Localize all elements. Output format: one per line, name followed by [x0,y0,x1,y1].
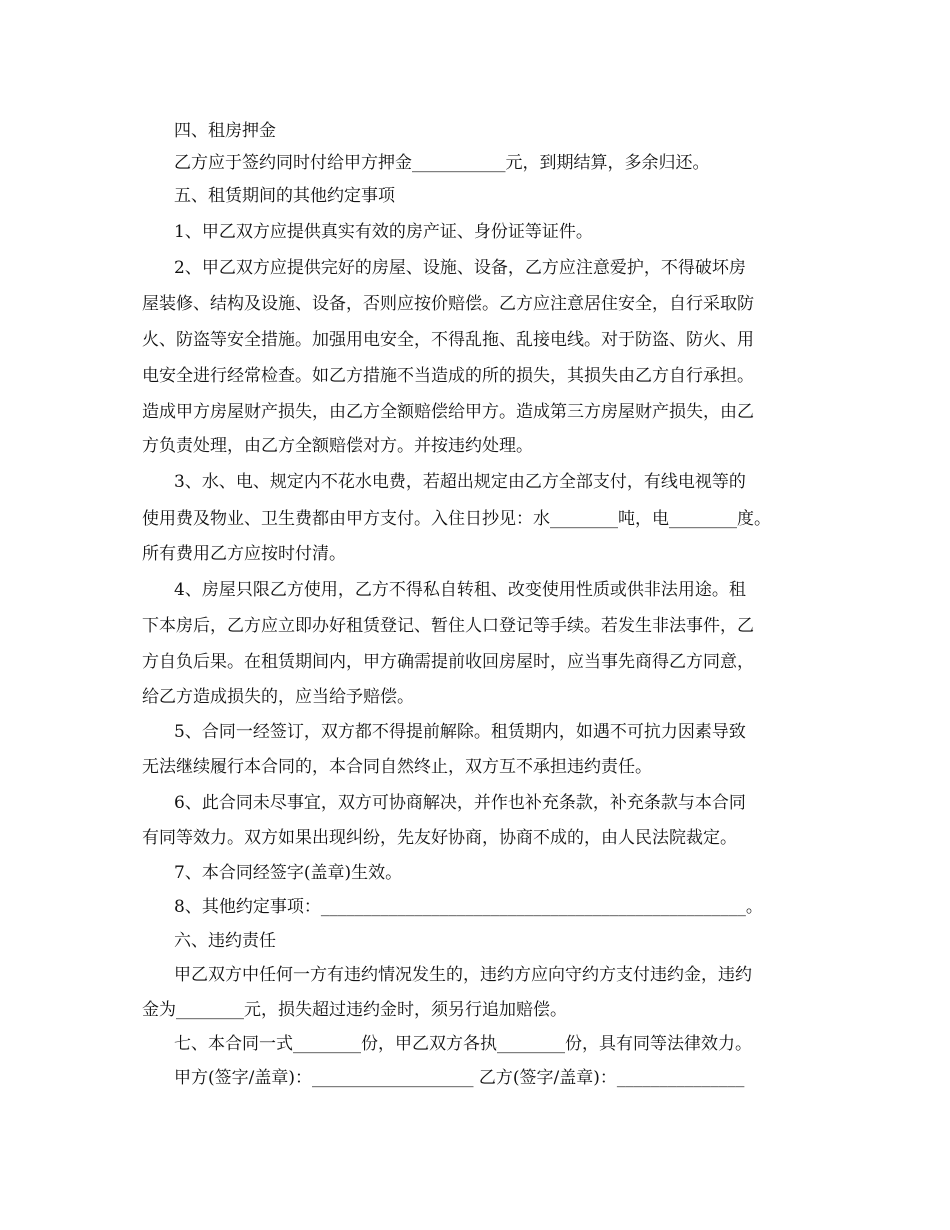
paragraph-line: 火、防盗等安全措施。加强用电安全，不得乱拖、乱接电线。对于防盗、防火、用 [142,330,754,350]
paragraph-line: 金为________元，损失超过违约金时，须另行追加赔偿。 [142,1000,567,1020]
clause-1: 1、甲乙双方应提供真实有效的房产证、身份证等证件。 [174,222,593,242]
section-heading-deposit: 四、租房押金 [174,121,276,141]
paragraph-line: 无法继续履行本合同的，本合同自然终止，双方互不承担违约责任。 [142,757,652,777]
paragraph-line: 方自负后果。在租赁期间内，甲方确需提前收回房屋时，应当事先商得乙方同意， [142,652,754,672]
paragraph-line: 使用费及物业、卫生费都由甲方支付。入住日抄见：水________吨，电________度。 [142,509,771,529]
section-heading-copies: 七、本合同一式________份，甲乙双方各执________份，具有同等法律效力。 [174,1034,752,1054]
clause-6: 6、此合同未尽事宜，双方可协商解决，并作也补充条款，补充条款与本合同 [174,793,746,813]
clause-3: 3、水、电、规定内不花水电费，若超出规定由乙方全部支付，有线电视等的 [174,472,746,492]
clause-4: 4、房屋只限乙方使用，乙方不得私自转租、改变使用性质或供非法用途。租 [174,580,746,600]
paragraph-line: 乙方应于签约同时付给甲方押金___________元，到期结算，多余归还。 [174,153,710,173]
paragraph-line: 有同等效力。双方如果出现纠纷，先友好协商，协商不成的，由人民法院裁定。 [142,828,737,848]
clause-7: 7、本合同经签字(盖章)生效。 [174,863,403,883]
paragraph-line: 所有费用乙方应按时付清。 [142,544,346,564]
paragraph-line: 下本房后，乙方应立即办好租赁登记、暂住人口登记等手续。若发生非法事件，乙 [142,616,754,636]
paragraph-line: 给乙方造成损失的，应当给予赔偿。 [142,687,414,707]
paragraph-line: 屋装修、结构及设施、设备，否则应按价赔偿。乙方应注意居住安全，自行采取防 [142,294,754,314]
paragraph-line: 甲乙双方中任何一方有违约情况发生的，违约方应向守约方支付违约金，违约 [174,965,752,985]
paragraph-line: 电安全进行经常检查。如乙方措施不当造成的所的损失，其损失由乙方自行承担。 [142,366,754,386]
section-heading-breach: 六、违约责任 [174,931,276,951]
clause-5: 5、合同一经签订，双方都不得提前解除。租赁期内，如遇不可抗力因素导致 [174,722,746,742]
clause-8: 8、其他约定事项：__________________________________________________。 [174,897,763,917]
clause-2: 2、甲乙双方应提供完好的房屋、设施、设备，乙方应注意爱护，不得破坏房 [174,258,746,278]
signature-line: 甲方(签字/盖章)：___________________ 乙方(签字/盖章)：_______________ [174,1068,745,1088]
paragraph-line: 方负责处理，由乙方全额赔偿对方。并按违约处理。 [142,436,533,456]
section-heading-other-terms: 五、租赁期间的其他约定事项 [174,186,395,206]
paragraph-line: 造成甲方房屋财产损失，由乙方全额赔偿给甲方。造成第三方房屋财产损失，由乙 [142,402,754,422]
